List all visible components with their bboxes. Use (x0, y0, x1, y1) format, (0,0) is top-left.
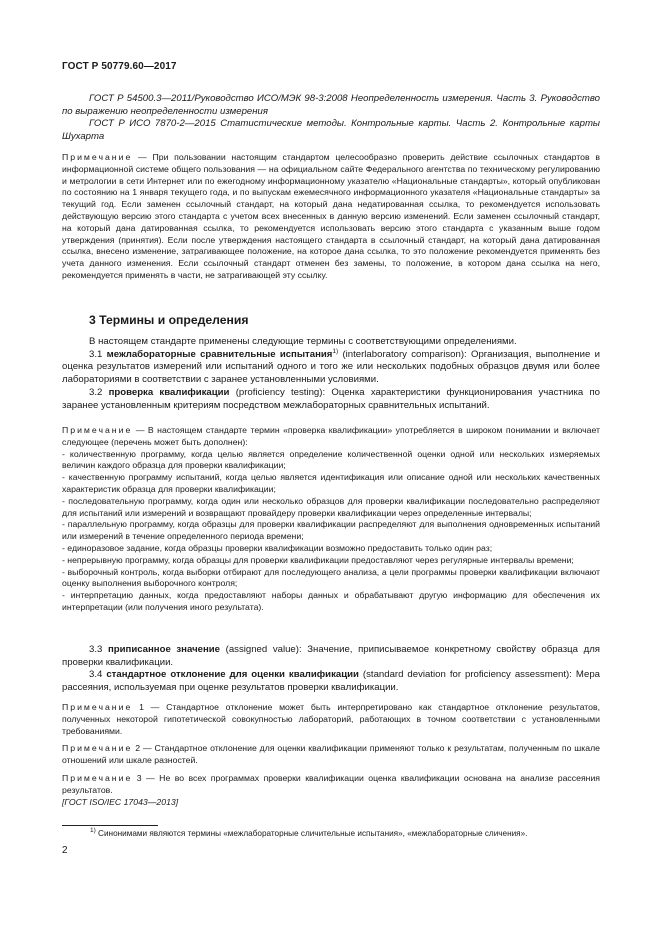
list-item: - параллельную программу, когда образцы для проверки квалификации распределяют для выполнения одновременных испытаний или измерений в течение определенного периода времени; (62, 519, 600, 542)
note-references (62, 152, 600, 282)
note-label: Примечание (62, 772, 133, 783)
reference-item: ГОСТ Р 54500.3—2011/Руководство ИСО/МЭК 98-3:2008 Неопределенность измерения. Часть 3. Руководство по выражению неопределенности измерения (62, 93, 600, 117)
footnote-marker: 1) (90, 827, 96, 834)
reference-item: ГОСТ Р ИСО 7870-2—2015 Статистические методы. Контрольные карты. Часть 2. Контрольные карты Шухарта (62, 118, 600, 142)
note-label: Примечание (62, 425, 133, 435)
note-text: — При пользовании настоящим стандартом целесообразно проверить действие ссылочных стандартов в информационной системе общего пользования — на официальном сайте Федерального агентства по техническому регулированию и метрологии в сети Интернет или по ежегодному информационному указателю «Национальные стандарты», который опубликован по состоянию на 1 января текущего года, и по выпускам ежемесячного информационного указателя «Национальные стандарты» за текущий год. Если заменен ссылочный стандарт, на который дана недатированная ссылка, то рекомендуется использовать действующую версию этого стандарта с учетом всех внесенных в данную версию изменений. Если заменен ссылочный стандарт, на который дана датированная ссылка, то рекомендуется использовать версию этого стандарта с указанным выше годом утверждения (принятия). Если после утверждения настоящего стандарта в ссылочный стандарт, на который дана датированная ссылка, внесено изменение, затрагивающее положение, на которое дана ссылка, то это положение рекомендуется применять без учета данного изменения. Если ссылочный стандарт отменен без замены, то положение, в котором дана ссылка на него, рекомендуется применять в части, не затрагивающей эту ссылку. (62, 152, 600, 280)
list-item: - интерпретацию данных, когда предоставляют наборы данных и обрабатывают другую информацию для обеспечения их интерпретации (или получения иного результата). (62, 590, 600, 612)
note-label: Примечание (62, 702, 133, 712)
footnote-separator (62, 825, 158, 826)
footnote-text: Синонимами являются термины «межлабораторные сличительные испытания», «межлабораторные сличения». (95, 829, 528, 838)
section-title: 3 Термины и определения (89, 313, 249, 327)
list-item: - единоразовое задание, когда образцы проверки квалификации возможно предоставить только один раз; (62, 542, 493, 553)
term-name: межлабораторные сравнительные испытания (106, 348, 333, 360)
note-label: Примечание (62, 152, 133, 162)
source-reference: [ГОСТ ISO/IEC 17043—2013] (62, 796, 179, 807)
note-item (62, 773, 600, 797)
term-name: приписанное значение (107, 644, 220, 655)
footnote (62, 828, 600, 839)
term-3-4: 3.4 стандартное отклонение для оценки квалификации (standard deviation for proficiency assessment): Мера рассеяния, используемая при оценке результатов проверки квалификации. (62, 669, 600, 694)
list-item: - качественную программу испытаний, когда целью является идентификация или описание одной или нескольких качественных характеристик образца для проверки квалификации; (62, 472, 600, 494)
list-item: - непрерывную программу, когда образцы для проверки квалификации предоставляют через регулярные интервалы времени; (62, 554, 574, 565)
term-definition: (assigned value): Значение, приписываемое конкретному свойству образца для проверки квалификации. (62, 644, 600, 668)
notes-3-4 (62, 702, 600, 808)
term-3-3: 3.3 приписанное значение (assigned value): Значение, приписываемое конкретному свойству образца для проверки квалификации. (62, 644, 600, 668)
note-proficiency-testing (62, 425, 600, 614)
terms-block (62, 336, 600, 412)
term-3-1: 3.1 межлабораторные сравнительные испытания$^{1)}$ (interlaboratory comparison): Организация, выполнение и оценка результатов измерений или испытаний одного и того же или нескольких подобных образцов двумя или более лабораториями в соответствии с заранее установленными условиями. (62, 347, 600, 386)
page-number: 2 (62, 845, 68, 856)
section-3 (62, 313, 600, 327)
document-header: ГОСТ Р 50779.60—2017 (62, 61, 177, 72)
note-text: 1 — Стандартное отклонение может быть интерпретировано как стандартное отклонение результатов, полученных некоторой гипотетической совокупностью лабораторий, работающих в точном соответствии с установленными требованиями. (62, 702, 600, 736)
list-item: - выборочный контроль, когда выборки отбирают для последующего анализа, а цели программы проверки квалификации включают оценку выполнения выборочного контроля; (62, 566, 600, 589)
term-name: проверка квалификации (108, 386, 230, 398)
list-item: - последовательную программу, когда один или несколько образцов для проверки квалификации последовательно распределяют для испытаний или измерений и возвращают провайдеру проверки квалификации через определенные интервалы; (62, 495, 600, 518)
references-block (62, 93, 600, 143)
term-definition: (proficiency testing): Оценка характеристики функционирования участника по заранее установленным критериям посредством межлабораторных сравнительных испытаний. (62, 386, 600, 411)
intro-paragraph: В настоящем стандарте применены следующие термины с соответствующими определениями. (89, 336, 517, 347)
note-text: — В настоящем стандарте термин «проверка квалификации» употребляется в широком понимании и включает следующее (перечень может быть дополнен): (62, 425, 600, 447)
list-item: - количественную программу, когда целью является определение количественной оценки одной или нескольких измеряемых величин каждого образца для проверки квалификации; (62, 448, 600, 471)
footnote-ref: 1) (332, 347, 339, 355)
terms-block-2 (62, 644, 600, 695)
note-text: 3 — Не во всех программах проверки квалификации оценка квалификации основана на анализе рассеяния результатов. (62, 772, 600, 795)
note-text: 2 — Стандартное отклонение для оценки квалификации применяют только к результатам, полученным по шкале отношений или шкале разностей. (62, 743, 600, 766)
term-name: стандартное отклонение для оценки квалификации (106, 669, 359, 681)
term-definition: (standard deviation for proficiency assessment): Мера рассеяния, используемая при оценке результатов проверки квалификации. (62, 669, 600, 694)
term-3-2: 3.2 проверка квалификации (proficiency testing): Оценка характеристики функционирования участника по заранее установленным критериям посредством межлабораторных сравнительных испытаний. (62, 386, 600, 411)
note-item (62, 702, 600, 737)
note-item (62, 743, 600, 767)
term-definition: (interlaboratory comparison): Организация, выполнение и оценка результатов измерений или испытаний одного и того же или нескольких подобных образцов двумя или более лабораториями в соответствии с заранее установленными условиями. (62, 348, 600, 386)
note-label: Примечание (62, 743, 133, 754)
